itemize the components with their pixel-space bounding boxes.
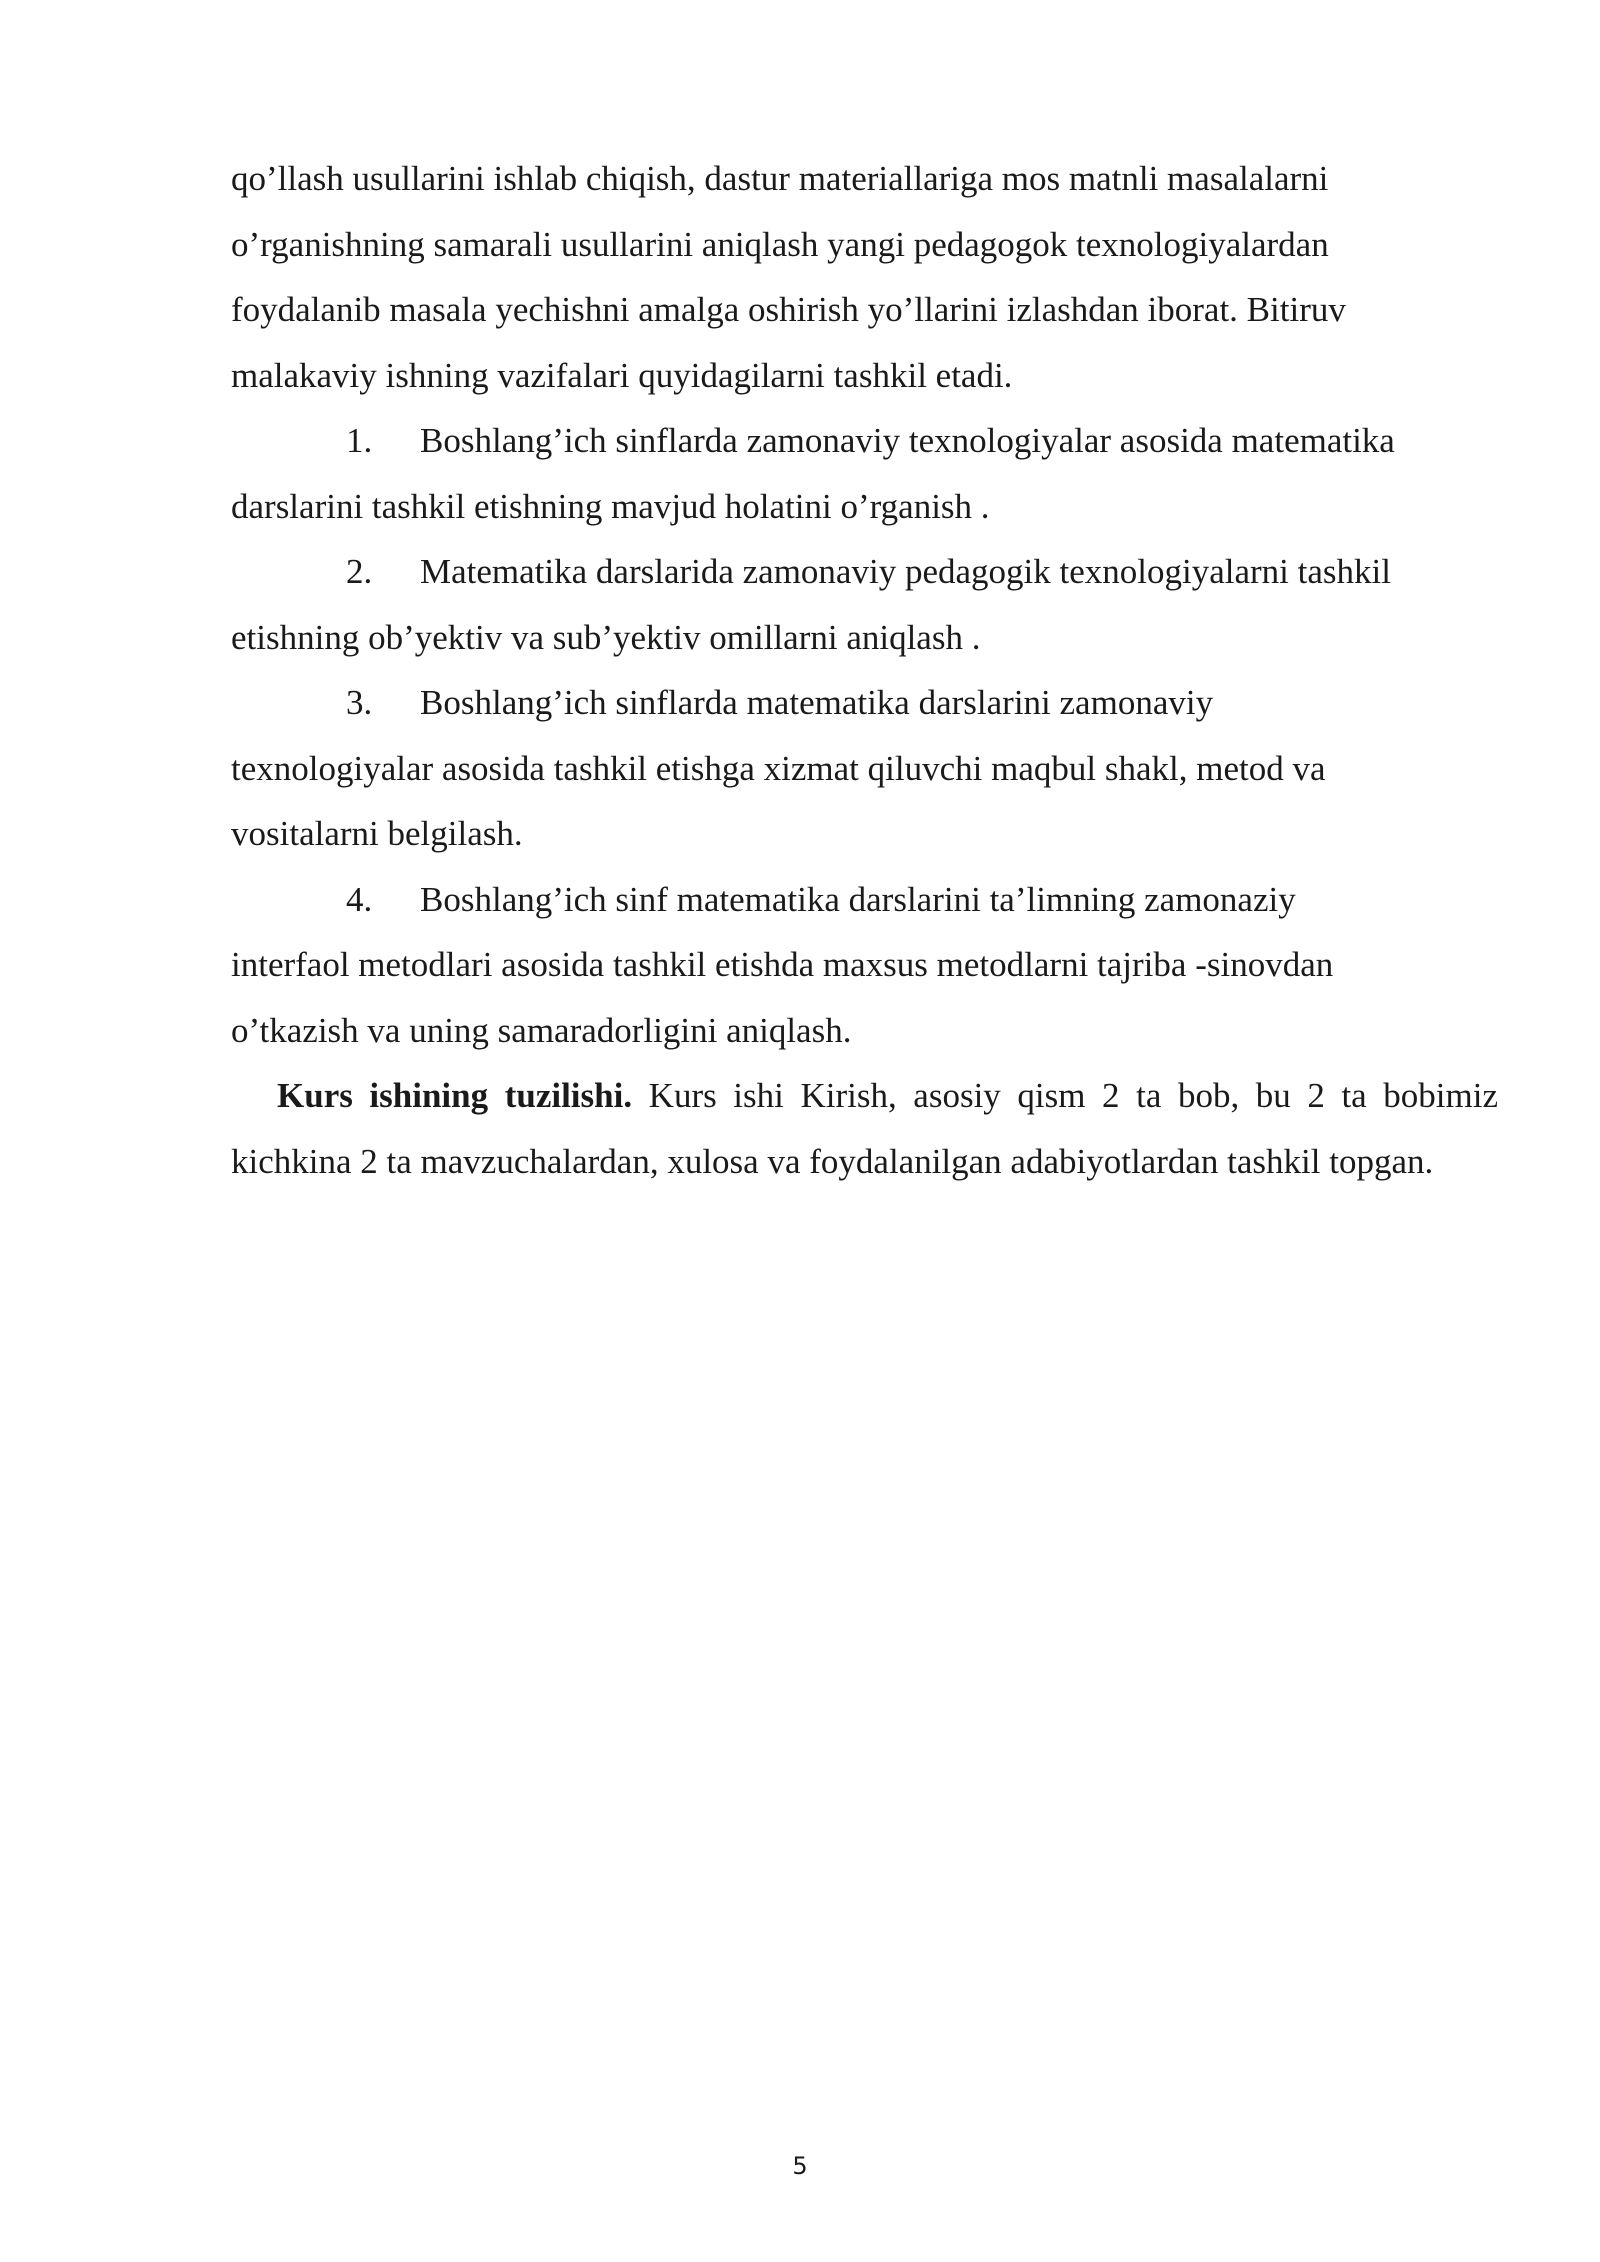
- task-text: texnologiyalar asosida tashkil etishga xizmat qiluvchi maqbul shakl, metod va: [231, 748, 1326, 788]
- task-text: o’tkazish va uning samaradorligini aniqlash.: [231, 1010, 852, 1050]
- task-item-2: [231, 539, 1498, 670]
- intro-line: malakaviy ishning vazifalari quyidagilarni tashkil etadi.: [231, 355, 1013, 395]
- intro-line: foydalanib masala yechishni amalga oshirish yo’llarini izlashdan iborat. Bitiruv: [231, 290, 1346, 329]
- intro-line: qo’llash usullarini ishlab chiqish, dastur materiallariga mos matnli masalalarni: [231, 159, 1329, 198]
- task-text: vositalarni belgilash.: [231, 814, 523, 853]
- task-text: darslarini tashkil etishning mavjud holatini o’rganish .: [231, 486, 990, 526]
- task-item-1: [231, 408, 1498, 539]
- structure-paragraph: [231, 1063, 1498, 1194]
- structure-text: Kurs ishi Kirish, asosiy qism 2 ta bob, bu 2 ta bobimiz kichkina 2 ta mavzuchalardan, xulosa va foydalanilgan adabiyotlardan tashkil topgan.: [231, 1076, 1498, 1181]
- task-text: etishning ob’yektiv va sub’yektiv omillarni aniqlash .: [231, 617, 981, 657]
- structure-heading: Kurs ishining tuzilishi.: [277, 1076, 633, 1115]
- page-number: 5: [792, 2152, 808, 2180]
- task-text: Matematika darslarida zamonaviy pedagogik texnologiyalarni tashkil: [420, 552, 1391, 591]
- task-number: 1.: [346, 421, 373, 460]
- intro-line: o’rganishning samarali usullarini aniqlash yangi pedagogok texnologiyalardan: [231, 224, 1329, 264]
- task-number: 4.: [346, 879, 373, 919]
- task-number: 2.: [346, 552, 373, 591]
- page-content: [231, 146, 1498, 1194]
- intro-paragraph: [231, 146, 1498, 408]
- task-item-4: [231, 867, 1498, 1064]
- task-number: 3.: [346, 683, 373, 722]
- task-text: Boshlang’ich sinflarda matematika darslarini zamonaviy: [420, 683, 1214, 722]
- task-text: Boshlang’ich sinflarda zamonaviy texnologiyalar asosida matematika: [420, 421, 1395, 460]
- task-item-3: [231, 670, 1498, 867]
- task-text: interfaol metodlari asosida tashkil etishda maxsus metodlarni tajriba -sinovdan: [231, 945, 1334, 984]
- task-text: Boshlang’ich sinf matematika darslarini ta’limning zamonaziy: [420, 879, 1296, 919]
